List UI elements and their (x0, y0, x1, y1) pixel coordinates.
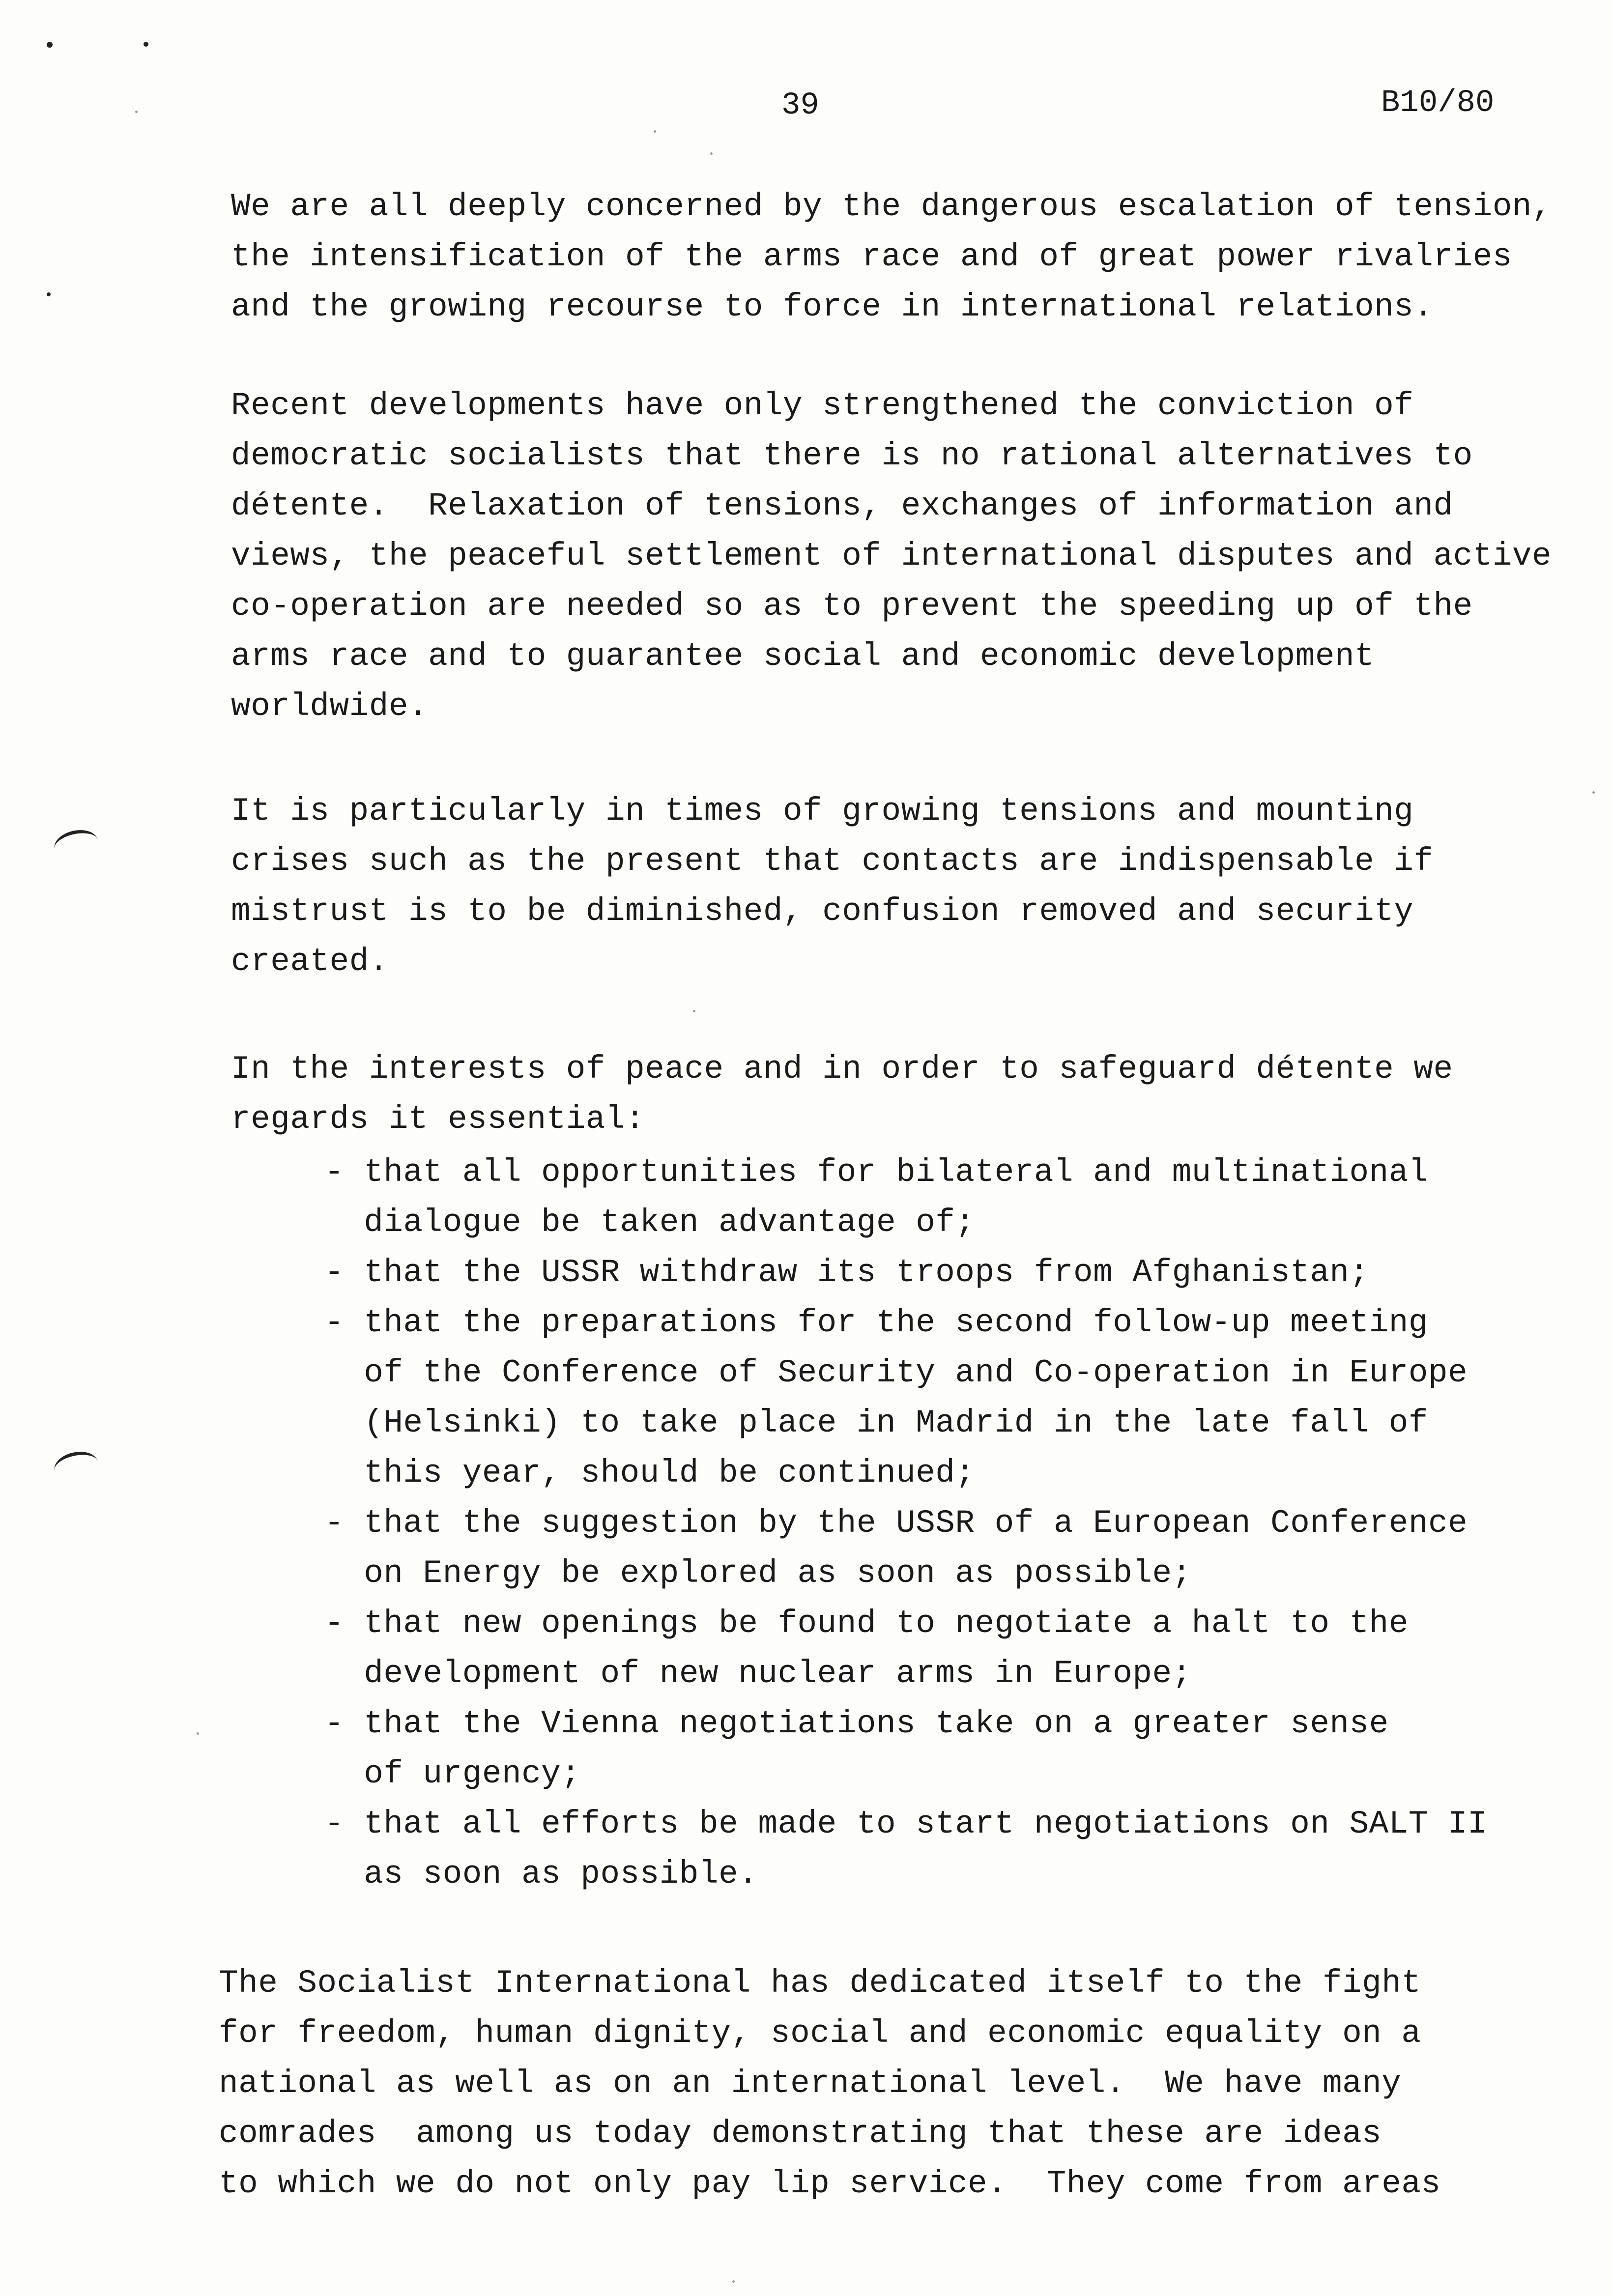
margin-mark (52, 826, 101, 862)
essentials-list (324, 1148, 1602, 1899)
list-item-continuation: on Energy be explored as soon as possible; (324, 1555, 1192, 1592)
list-item: - that the USSR withdraw its troops from Afghanistan; (324, 1254, 1369, 1291)
paragraph-socialist-international (219, 1958, 1595, 2209)
paragraph-concern (231, 182, 1607, 332)
paragraph-interests (231, 1044, 1607, 1145)
text-line: It is particularly in times of growing tensions and mounting (231, 793, 1414, 830)
scan-speck (710, 152, 713, 155)
text-line: views, the peaceful settlement of international disputes and active (231, 538, 1552, 574)
text-line: and the growing recourse to force in international relations. (231, 288, 1434, 325)
text-line: We are all deeply concerned by the dangerous escalation of tension, (231, 188, 1552, 225)
list-item: - that all efforts be made to start negotiations on SALT II (324, 1806, 1488, 1842)
text-line: crises such as the present that contacts are indispensable if (231, 843, 1434, 880)
list-item-continuation: development of new nuclear arms in Europe; (324, 1655, 1192, 1692)
document-reference: B10/80 (1381, 86, 1495, 121)
list-item-continuation: of urgency; (324, 1755, 581, 1792)
text-line: The Socialist International has dedicated itself to the fight (219, 1965, 1421, 2002)
text-line: democratic socialists that there is no rational alternatives to (231, 437, 1473, 474)
scan-mark (47, 292, 51, 296)
text-line: created. (231, 943, 389, 980)
text-line: worldwide. (231, 688, 429, 725)
list-item-continuation: this year, should be continued; (324, 1455, 975, 1492)
scan-speck (654, 130, 656, 133)
scan-speck (197, 1732, 199, 1735)
text-line: the intensification of the arms race and of great power rivalries (231, 238, 1512, 275)
text-line: national as well as on an international level. We have many (219, 2065, 1402, 2102)
text-line: mistrust is to be diminished, confusion removed and security (231, 893, 1414, 930)
text-line: détente. Relaxation of tensions, exchanges of information and (231, 488, 1453, 524)
paragraph-detente (231, 381, 1607, 732)
text-line: co-operation are needed so as to prevent the speeding up of the (231, 588, 1473, 625)
text-line: for freedom, human dignity, social and economic equality on a (219, 2015, 1421, 2052)
list-item-continuation: as soon as possible. (324, 1856, 758, 1893)
scan-mark (47, 42, 53, 48)
list-item: - that the preparations for the second follow-up meeting (324, 1304, 1428, 1341)
list-item: - that new openings be found to negotiate a halt to the (324, 1605, 1409, 1642)
margin-mark (52, 1448, 101, 1484)
scan-speck (135, 111, 138, 113)
scan-speck (732, 2280, 735, 2283)
page-number: 39 (781, 88, 819, 123)
text-line: regards it essential: (231, 1101, 645, 1138)
text-line: In the interests of peace and in order to safeguard détente we (231, 1051, 1453, 1088)
scan-mark (144, 42, 148, 47)
paragraph-contacts (231, 786, 1607, 987)
text-line: arms race and to guarantee social and economic development (231, 638, 1375, 675)
text-line: Recent developments have only strengthened the conviction of (231, 387, 1414, 424)
list-item: - that the Vienna negotiations take on a greater sense (324, 1705, 1389, 1742)
list-item-continuation: of the Conference of Security and Co-operation in Europe (324, 1354, 1468, 1391)
list-item: - that the suggestion by the USSR of a European Conference (324, 1505, 1468, 1542)
scan-speck (693, 1010, 695, 1012)
text-line: to which we do not only pay lip service. They come from areas (219, 2165, 1441, 2202)
list-item: - that all opportunities for bilateral and multinational (324, 1154, 1428, 1191)
list-item-continuation: dialogue be taken advantage of; (324, 1204, 975, 1241)
text-line: comrades among us today demonstrating that these are ideas (219, 2115, 1382, 2152)
list-item-continuation: (Helsinki) to take place in Madrid in the late fall of (324, 1405, 1428, 1441)
